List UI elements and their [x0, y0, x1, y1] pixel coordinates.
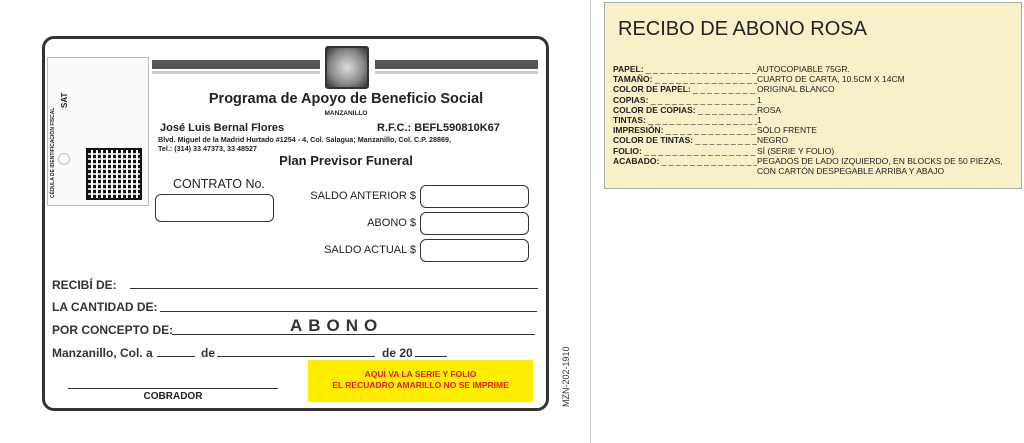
spec-key: PAPEL: _ _ _	[613, 64, 757, 74]
address: Blvd. Miguel de la Madrid Hurtado #1254 - 4, Col. Salagua; Manzanillo, Col. C.P. 28869,	[158, 135, 452, 144]
header-bar-left-light	[152, 71, 320, 74]
form-code: MZN-202-1910	[561, 346, 571, 407]
spec-list	[613, 64, 1022, 176]
tax-id-card	[47, 57, 149, 206]
spec-row	[613, 135, 1022, 145]
card-label: CÉDULA DE IDENTIFICACIÓN FISCAL	[50, 107, 56, 198]
amount-line[interactable]	[160, 311, 537, 312]
spec-row	[613, 64, 1022, 74]
amount-label: LA CANTIDAD DE:	[52, 300, 158, 314]
header-bar-right	[375, 60, 538, 69]
spec-key: FOLIO: _ _ _	[613, 146, 757, 156]
date-year-label: de 20	[382, 346, 413, 360]
spec-value: ROSA	[757, 104, 782, 115]
phone: Tel.: (314) 33 47373, 33 48527	[158, 144, 257, 153]
spec-row	[613, 125, 1022, 135]
date-year-line[interactable]	[415, 356, 447, 357]
previous-balance-label: SALDO ANTERIOR $	[310, 190, 416, 202]
spec-value: ORIGINAL BLANCO	[757, 84, 835, 95]
spec-value: PEGADOS DE LADO IZQUIERDO, EN BLOCKS DE 50 PIEZAS, CON CARTÓN DESPEGABLE ARRIBA Y ABAJO	[757, 155, 1003, 177]
collector-label: COBRADOR	[143, 391, 203, 402]
spec-row	[613, 146, 1022, 156]
company-logo	[325, 46, 369, 89]
spec-title: RECIBO DE ABONO ROSA	[618, 18, 867, 40]
contract-label: CONTRATO No.	[173, 177, 265, 191]
spec-key: COLOR DE PAPEL: _ _ _	[613, 84, 757, 94]
date-month-line[interactable]	[217, 356, 375, 357]
program-title: Programa de Apoyo de Beneficio Social	[208, 91, 484, 107]
spec-row	[613, 115, 1022, 125]
spec-key: COPIAS: _ _ _	[613, 95, 757, 105]
spec-row	[613, 95, 1022, 105]
rfc: R.F.C.: BEFL590810K67	[377, 122, 500, 134]
spec-key: COLOR DE TINTAS: _ _ _	[613, 135, 757, 145]
serial-note-1: AQUI VA LA SERIE Y FOLIO	[364, 369, 477, 379]
collector-signature-line[interactable]	[68, 388, 278, 389]
serial-folio-box	[308, 360, 533, 402]
spec-value: SÓLO FRENTE	[757, 125, 817, 136]
spec-value: 1	[757, 94, 762, 105]
spec-key: ACABADO: _ _ _	[613, 156, 757, 176]
spec-panel	[604, 2, 1022, 189]
qr-pattern	[88, 150, 140, 198]
date-city-label: Manzanillo, Col. a	[52, 346, 153, 360]
concept-label: POR CONCEPTO DE:	[52, 323, 174, 337]
concept-value: ABONO	[290, 316, 384, 335]
spec-value: 1	[757, 115, 762, 126]
date-of-label: de	[201, 346, 216, 360]
sat-logo: SAT	[60, 92, 69, 108]
received-from-label: RECIBÍ DE:	[52, 278, 117, 292]
city-label: MANZANILLO	[324, 110, 368, 117]
header-bar-right-light	[375, 71, 538, 74]
spec-key: IMPRESIÓN: _ _ _	[613, 125, 757, 135]
spec-value: CUARTO DE CARTA, 10.5CM X 14CM	[757, 74, 905, 85]
received-from-line[interactable]	[130, 288, 538, 289]
payment-field[interactable]	[420, 212, 529, 235]
seal-icon	[58, 153, 70, 165]
spec-value: AUTOCOPIABLE 75GR.	[757, 64, 850, 74]
current-balance-label: SALDO ACTUAL $	[324, 244, 416, 256]
spec-key: COLOR DE COPIAS: _ _ _	[613, 105, 757, 115]
header-bar-left	[152, 60, 320, 69]
spec-row	[613, 84, 1022, 94]
spec-row	[613, 156, 1022, 176]
current-balance-field[interactable]	[420, 239, 529, 262]
spec-key: TINTAS: _ _ _	[613, 115, 757, 125]
spec-row	[613, 105, 1022, 115]
plan-name: Plan Previsor Funeral	[279, 153, 413, 168]
spec-row	[613, 74, 1022, 84]
spec-value: SÍ (SERIE Y FOLIO)	[757, 145, 835, 156]
owner-name: José Luis Bernal Flores	[160, 122, 285, 134]
spec-key: TAMAÑO: _ _ _	[613, 74, 757, 84]
contract-number-field[interactable]	[155, 194, 274, 222]
spec-value: NEGRO	[757, 135, 789, 146]
date-day-line[interactable]	[157, 356, 195, 357]
serial-note-2: EL RECUADRO AMARILLO NO SE IMPRIME	[332, 380, 509, 390]
previous-balance-field[interactable]	[420, 185, 529, 208]
payment-label: ABONO $	[367, 217, 416, 229]
